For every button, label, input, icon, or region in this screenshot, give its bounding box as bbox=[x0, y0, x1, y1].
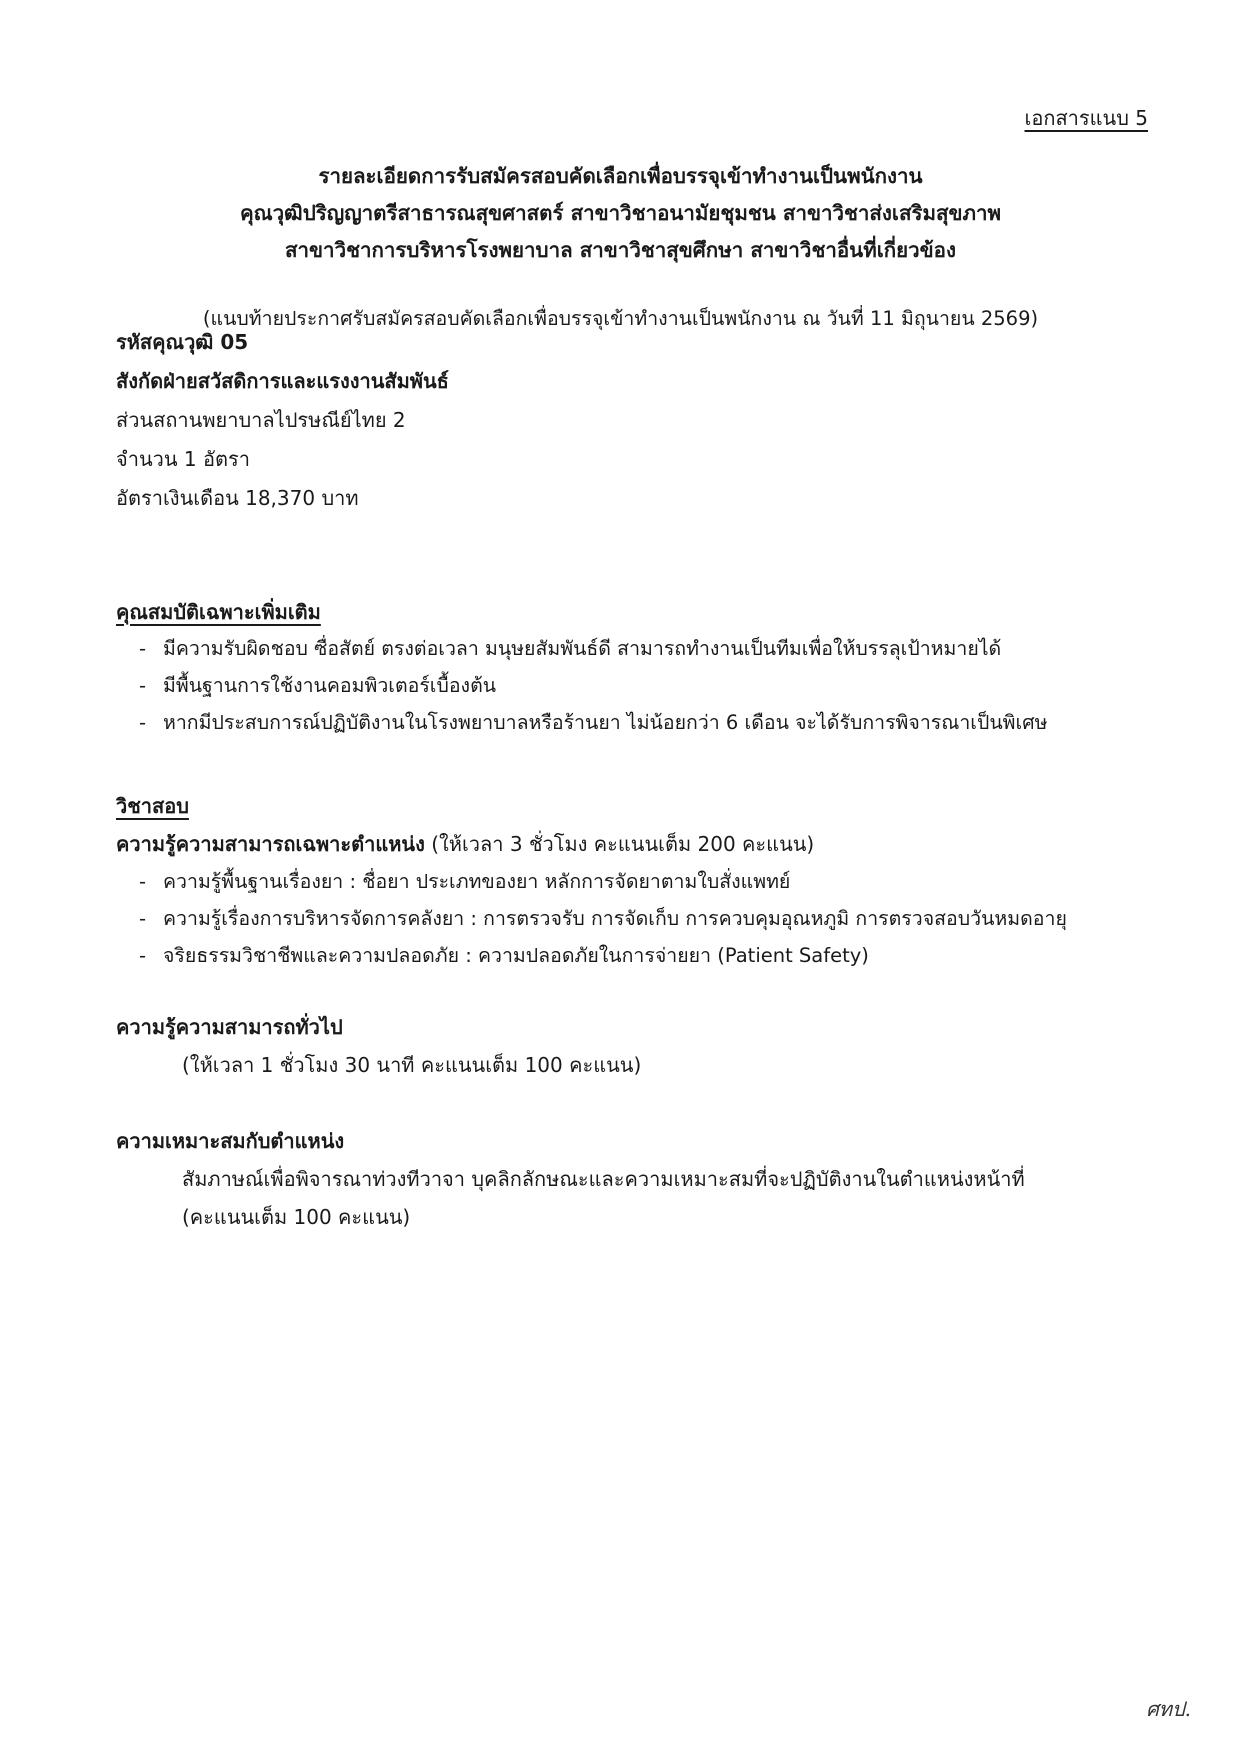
document-title bbox=[0, 158, 1241, 269]
position-info bbox=[116, 362, 449, 518]
list-item bbox=[116, 704, 1047, 741]
additional-qualifications-list bbox=[116, 630, 1047, 741]
salary: อัตราเงินเดือน 18,370 บาท bbox=[116, 486, 359, 510]
list-item bbox=[116, 900, 1067, 937]
general-knowledge-section bbox=[116, 1008, 641, 1084]
suitability-detail: สัมภาษณ์เพื่อพิจารณาท่วงทีวาจา บุคลิกลักษณะและความเหมาะสมที่จะปฏิบัติงานในตำแหน่งหน้าที่ bbox=[182, 1167, 1025, 1191]
additional-qualifications-section bbox=[116, 594, 1047, 741]
department: สังกัดฝ่ายสวัสดิการและแรงงานสัมพันธ์ bbox=[116, 369, 449, 393]
attachment-note: (แนบท้ายประกาศรับสมัครสอบคัดเลือกเพื่อบรรจุเข้าทำงานเป็นพนักงาน ณ วันที่ 11 มิถุนายน 2569) bbox=[202, 307, 1039, 330]
list-item bbox=[116, 863, 1067, 900]
list-item-text: มีความรับผิดชอบ ซื่อสัตย์ ตรงต่อเวลา มนุษยสัมพันธ์ดี สามารถทำงานเป็นทีมเพื่อให้บรรลุเป้าหมายได้ bbox=[163, 637, 1002, 660]
annex-label: เอกสารแนบ 5 bbox=[1024, 106, 1148, 130]
position-count: จำนวน 1 อัตรา bbox=[116, 447, 250, 471]
specific-knowledge-detail: (ให้เวลา 3 ชั่วโมง คะแนนเต็ม 200 คะแนน) bbox=[424, 832, 815, 856]
specific-knowledge-list bbox=[116, 863, 1067, 974]
unit-name: ส่วนสถานพยาบาลไปรษณีย์ไทย 2 bbox=[116, 408, 406, 432]
list-item bbox=[116, 937, 1067, 974]
exam-subjects-heading: วิชาสอบ bbox=[116, 794, 189, 818]
specific-knowledge-title bbox=[116, 825, 1067, 863]
list-item-text: ความรู้พื้นฐานเรื่องยา : ชื่อยา ประเภทของยา หลักการจัดยาตามใบสั่งแพทย์ bbox=[163, 870, 791, 893]
list-item-text: หากมีประสบการณ์ปฏิบัติงานในโรงพยาบาลหรือร้านยา ไม่น้อยกว่า 6 เดือน จะได้รับการพิจารณาเป็นพิเศษ bbox=[163, 711, 1048, 734]
title-line-2: คุณวุฒิปริญญาตรีสาธารณสุขศาสตร์ สาขาวิชาอนามัยชุมชน สาขาวิชาส่งเสริมสุขภาพ bbox=[239, 201, 1002, 225]
general-knowledge-title: ความรู้ความสามารถทั่วไป bbox=[116, 1015, 343, 1039]
title-line-3: สาขาวิชาการบริหารโรงพยาบาล สาขาวิชาสุขศึกษา สาขาวิชาอื่นที่เกี่ยวข้อง bbox=[285, 238, 956, 262]
signature-mark: ศทป. bbox=[1146, 1697, 1191, 1721]
list-item-text: จริยธรรมวิชาชีพและความปลอดภัย : ความปลอดภัยในการจ่ายยา (Patient Safety) bbox=[163, 944, 869, 967]
specific-knowledge-label: ความรู้ความสามารถเฉพาะตำแหน่ง bbox=[116, 832, 425, 856]
list-item-text: มีพื้นฐานการใช้งานคอมพิวเตอร์เบื้องต้น bbox=[163, 674, 497, 697]
suitability-section bbox=[116, 1122, 1025, 1236]
suitability-score: (คะแนนเต็ม 100 คะแนน) bbox=[182, 1205, 411, 1229]
list-item-text: ความรู้เรื่องการบริหารจัดการคลังยา : การตรวจรับ การจัดเก็บ การควบคุมอุณหภูมิ การตรวจสอบวันหมดอายุ bbox=[163, 907, 1067, 930]
additional-qualifications-heading: คุณสมบัติเฉพาะเพิ่มเติม bbox=[116, 600, 321, 624]
list-item bbox=[116, 667, 1047, 704]
qualification-code: รหัสคุณวุฒิ 05 bbox=[116, 330, 249, 354]
general-knowledge-detail: (ให้เวลา 1 ชั่วโมง 30 นาที คะแนนเต็ม 100 คะแนน) bbox=[182, 1053, 642, 1077]
list-item bbox=[116, 630, 1047, 667]
title-line-1: รายละเอียดการรับสมัครสอบคัดเลือกเพื่อบรรจุเข้าทำงานเป็นพนักงาน bbox=[318, 164, 923, 188]
exam-subjects-section bbox=[116, 787, 1067, 974]
suitability-title: ความเหมาะสมกับตำแหน่ง bbox=[116, 1129, 345, 1153]
